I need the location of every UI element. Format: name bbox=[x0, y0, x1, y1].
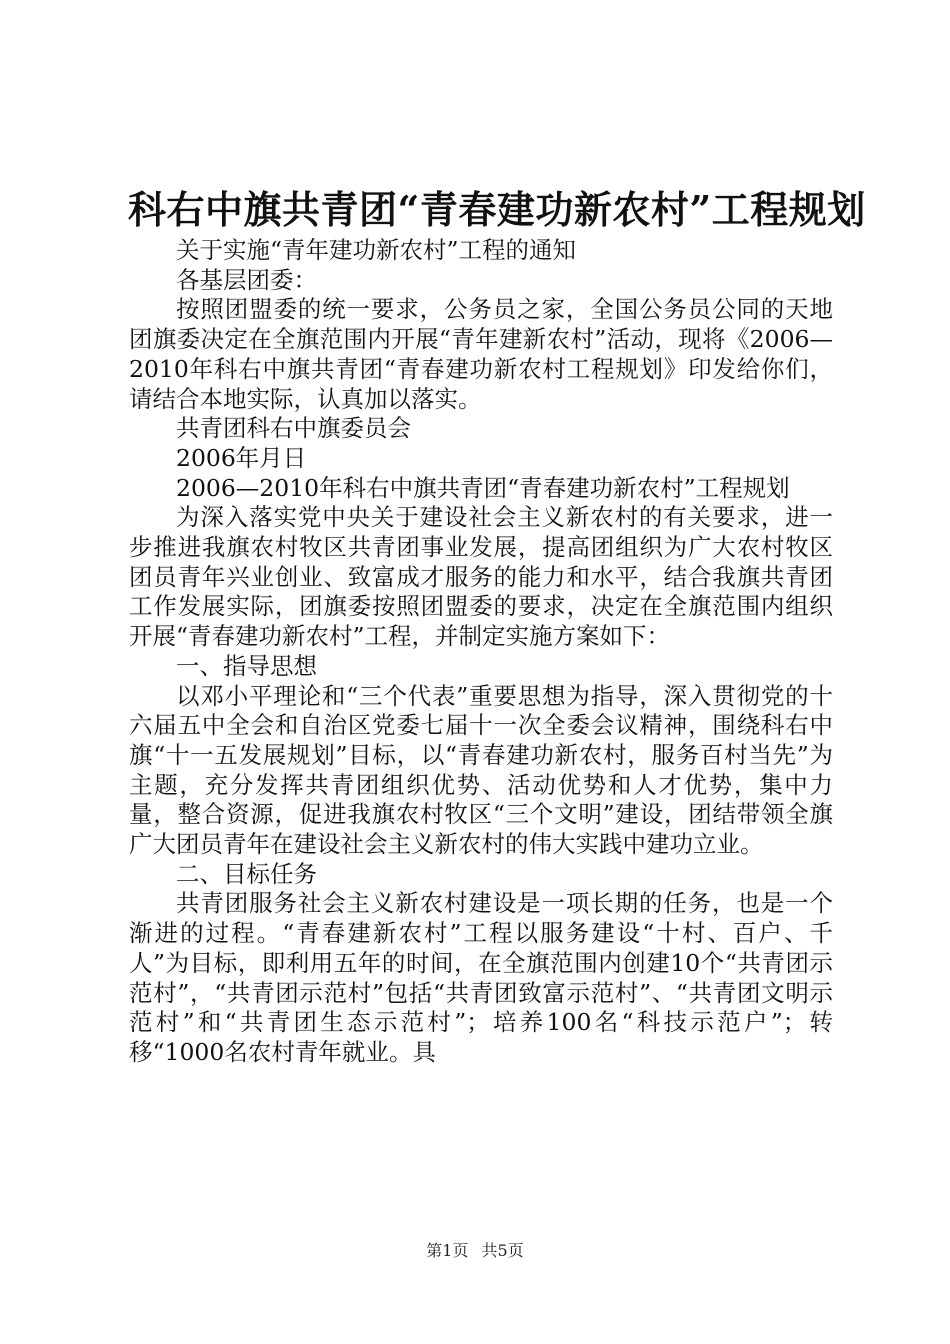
section-heading-goals: 二、目标任务 bbox=[176, 859, 317, 888]
section-heading-guiding-ideology: 一、指导思想 bbox=[176, 651, 317, 680]
page-number: 第1页 bbox=[426, 1241, 469, 1260]
document-title: 科右中旗共青团“青春建功新农村”工程规划 bbox=[128, 187, 866, 232]
paragraph-notice-body: 按照团盟委的统一要求，公务员之家，全国公务员公同的天地团旗委决定在全旗范围内开展“青年建新农村”活动，现将《2006—2010年科右中旗共青团“青春建功新农村工程规划》印发给你们，请结合本地实际，认真加以落实。 bbox=[129, 295, 833, 413]
paragraph-issuer: 共青团科右中旗委员会 bbox=[176, 414, 411, 443]
paragraph-intro: 为深入落实党中央关于建设社会主义新农村的有关要求，进一步推进我旗农村牧区共青团事业发展，提高团组织为广大农村牧区团员青年兴业创业、致富成才服务的能力和水平，结合我旗共青团工作发展实际，团旗委按照团盟委的要求，决定在全旗范围内组织开展“青春建功新农村”工程，并制定实施方案如下： bbox=[129, 503, 833, 651]
paragraph-plan-title: 2006—2010年科右中旗共青团“青春建功新农村”工程规划 bbox=[176, 473, 790, 502]
page-footer bbox=[0, 1240, 950, 1262]
page-total: 共5页 bbox=[481, 1241, 524, 1260]
paragraph-date: 2006年月日 bbox=[176, 443, 307, 472]
paragraph-guiding-ideology: 以邓小平理论和“三个代表”重要思想为指导，深入贯彻党的十六届五中全会和自治区党委七届十一次全委会议精神，围绕科右中旗“十一五发展规划”目标，以“青春建功新农村，服务百村当先”为主题，充分发挥共青团组织优势、活动优势和人才优势，集中力量，整合资源，促进我旗农村牧区“三个文明”建设，团结带领全旗广大团员青年在建设社会主义新农村的伟大实践中建功立业。 bbox=[129, 681, 833, 859]
paragraph-notice-heading: 关于实施“青年建功新农村”工程的通知 bbox=[176, 236, 577, 264]
paragraph-salutation: 各基层团委： bbox=[176, 265, 317, 294]
document-body bbox=[129, 236, 833, 1068]
paragraph-goals: 共青团服务社会主义新农村建设是一项长期的任务，也是一个渐进的过程。“青春建新农村”工程以服务建设“十村、百户、千人”为目标，即利用五年的时间，在全旗范围内创建10个“共青团示范村”，“共青团示范村”包括“共青团致富示范村”、“共青团文明示范村”和“共青团生态示范村”；培养100名“科技示范户”；转移“1000名农村青年就业。具 bbox=[129, 889, 833, 1066]
